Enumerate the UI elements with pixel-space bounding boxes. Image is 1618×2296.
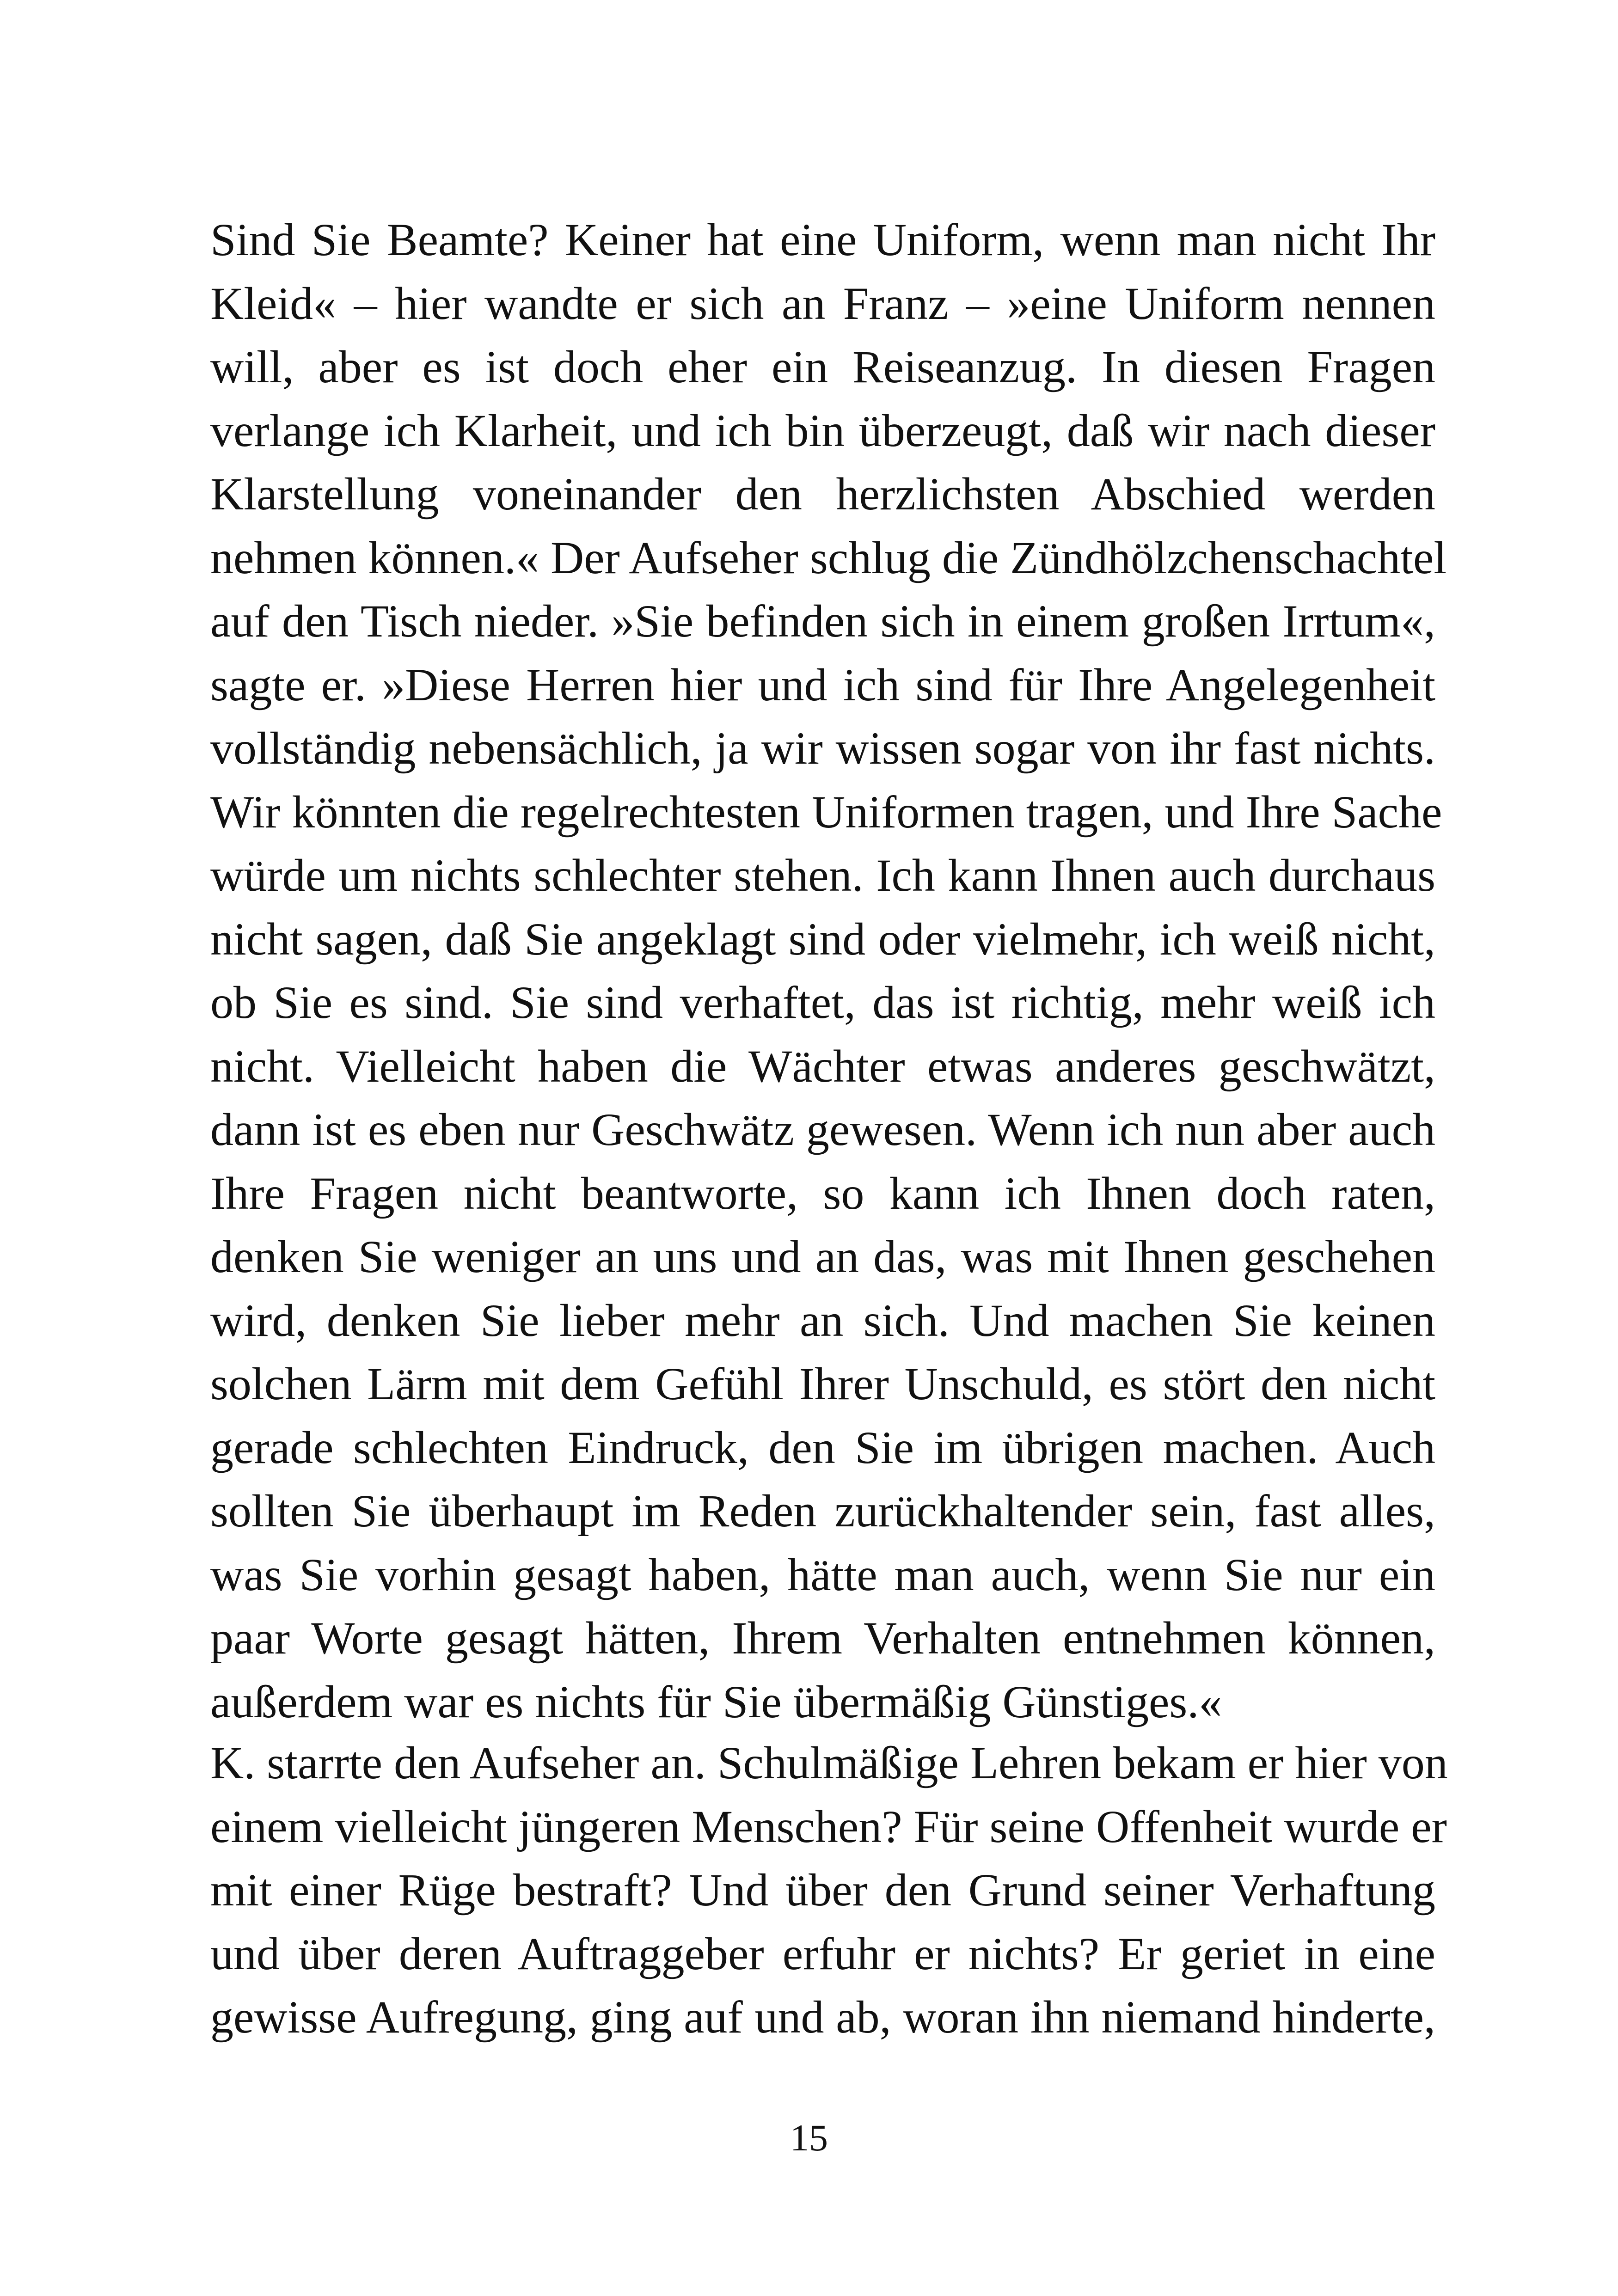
text-line: verlange ich Klarheit, und ich bin überzeugt, daß wir nach dieser — [210, 404, 1435, 456]
text-line: Sind Sie Beamte? Keiner hat eine Uniform, wenn man nicht Ihr — [210, 214, 1435, 265]
paragraph-1 — [210, 208, 1447, 1733]
text-line: gerade schlechten Eindruck, den Sie im übrigen machen. Auch — [210, 1421, 1435, 1473]
text-line: wird, denken Sie lieber mehr an sich. Und machen Sie keinen — [210, 1294, 1435, 1346]
text-line: Wir könnten die regelrechtesten Uniformen tragen, und Ihre Sache — [210, 786, 1442, 838]
text-line: will, aber es ist doch eher ein Reiseanzug. In diesen Fragen — [210, 341, 1435, 392]
text-line: sollten Sie überhaupt im Reden zurückhaltender sein, fast alles, — [210, 1485, 1435, 1537]
text-line: ob Sie es sind. Sie sind verhaftet, das ist richtig, mehr weiß ich — [210, 977, 1435, 1028]
text-line: vollständig nebensächlich, ja wir wissen sogar von ihr fast nichts. — [210, 722, 1435, 774]
page-number: 15 — [790, 2117, 828, 2159]
text-line: und über deren Auftraggeber erfuhr er nichts? Er geriet in eine — [210, 1928, 1435, 1979]
text-line: K. starrte den Aufseher an. Schulmäßige Lehren bekam er hier von — [210, 1737, 1448, 1788]
text-line: auf den Tisch nieder. »Sie befinden sich in einem großen Irrtum«, — [210, 595, 1435, 647]
text-line: was Sie vorhin gesagt haben, hätte man auch, wenn Sie nur ein — [210, 1549, 1435, 1600]
text-line: sagte er. »Diese Herren hier und ich sind für Ihre Angelegenheit — [210, 659, 1435, 710]
text-line: Klarstellung voneinander den herzlichsten Abschied werden — [210, 468, 1435, 520]
text-line: solchen Lärm mit dem Gefühl Ihrer Unschuld, es stört den nicht — [210, 1358, 1435, 1409]
text-line: nicht. Vielleicht haben die Wächter etwas anderes geschwätzt, — [210, 1040, 1435, 1092]
text-line: einem vielleicht jüngeren Menschen? Für seine Offenheit wurde er — [210, 1800, 1447, 1852]
text-line: paar Worte gesagt hätten, Ihrem Verhalten entnehmen können, — [210, 1612, 1435, 1664]
text-line: Ihre Fragen nicht beantworte, so kann ich Ihnen doch raten, — [210, 1167, 1435, 1219]
text-line: gewisse Aufregung, ging auf und ab, woran ihn niemand hinderte, — [210, 1991, 1435, 2043]
text-line: Kleid« – hier wandte er sich an Franz – »eine Uniform nennen — [210, 277, 1435, 329]
text-line: nehmen können.« Der Aufseher schlug die Zündhölzchenschachtel — [210, 532, 1447, 583]
text-line: außerdem war es nichts für Sie übermäßig Günstiges.« — [210, 1676, 1222, 1727]
text-line: nicht sagen, daß Sie angeklagt sind oder vielmehr, ich weiß nicht, — [210, 913, 1435, 965]
text-line: dann ist es eben nur Geschwätz gewesen. Wenn ich nun aber auch — [210, 1104, 1435, 1155]
paragraph-2 — [210, 1731, 1448, 2049]
text-line: mit einer Rüge bestraft? Und über den Grund seiner Verhaftung — [210, 1864, 1435, 1916]
text-line: denken Sie weniger an uns und an das, was mit Ihnen geschehen — [210, 1231, 1435, 1282]
text-line: würde um nichts schlechter stehen. Ich kann Ihnen auch durchaus — [210, 850, 1435, 901]
